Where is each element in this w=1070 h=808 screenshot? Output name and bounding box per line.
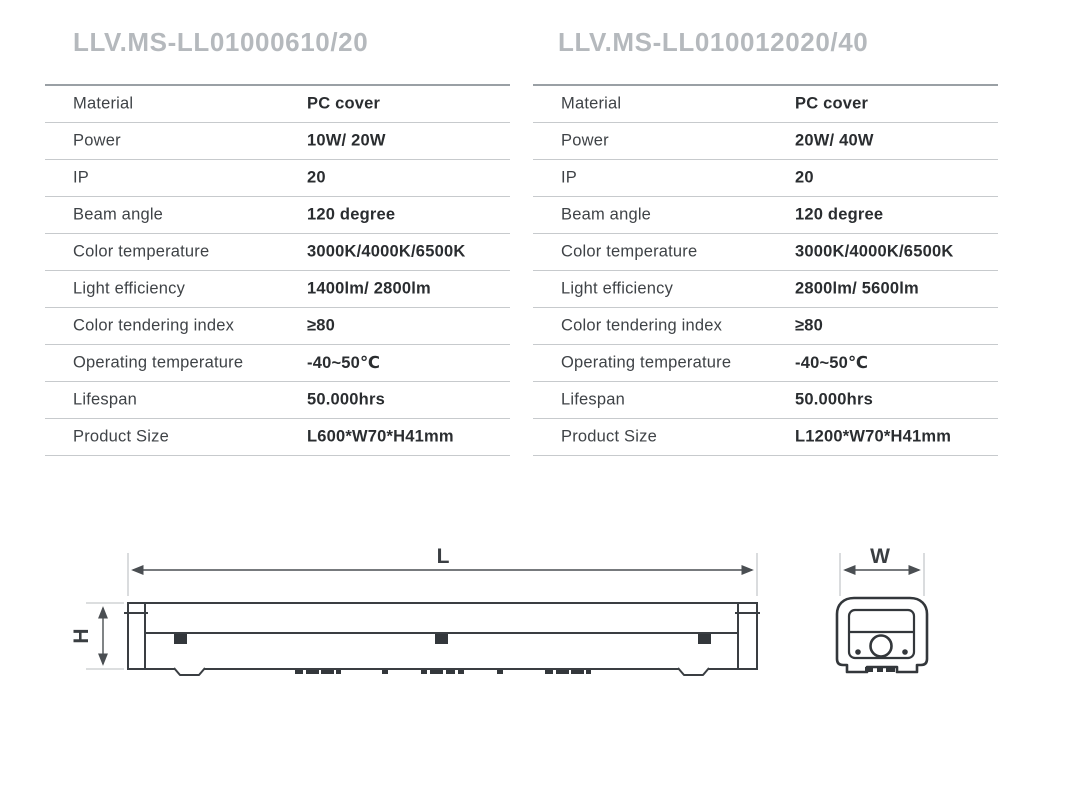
spec-label: Color temperature <box>73 242 210 261</box>
spec-value: 20W/ 40W <box>795 131 874 150</box>
spec-value: 20 <box>795 168 814 187</box>
spec-label: IP <box>73 168 89 187</box>
spec-table-right <box>533 84 998 456</box>
spec-value: 10W/ 20W <box>307 131 386 150</box>
spec-label: Product Size <box>561 427 657 446</box>
fixture-bottom-dashes <box>295 670 591 674</box>
spec-label: Material <box>561 94 622 113</box>
spec-row-ip <box>45 160 510 197</box>
spec-label: Color temperature <box>561 242 698 261</box>
spec-value: PC cover <box>307 94 381 113</box>
spec-row-beam-angle <box>533 197 998 234</box>
spec-table-left <box>45 84 510 456</box>
spec-row-operating-temperature <box>45 345 510 382</box>
spec-label: IP <box>561 168 577 187</box>
spec-label: Color tendering index <box>561 316 723 335</box>
spec-label: Lifespan <box>73 390 137 409</box>
spec-value: 50.000hrs <box>307 390 385 409</box>
spec-label: Operating temperature <box>561 353 732 372</box>
spec-label: Operating temperature <box>73 353 244 372</box>
height-dimension-label: H <box>70 628 93 644</box>
spec-label: Product Size <box>73 427 169 446</box>
spec-row-color-temperature <box>533 234 998 271</box>
spec-row-material <box>45 86 510 123</box>
side-view-drawing <box>70 545 760 675</box>
spec-row-lifespan <box>533 382 998 419</box>
spec-value: L600*W70*H41mm <box>307 427 454 446</box>
spec-row-ip <box>533 160 998 197</box>
spec-value: 1400lm/ 2800lm <box>307 279 431 298</box>
end-cap-outline <box>837 598 927 672</box>
spec-value: 120 degree <box>307 205 396 224</box>
width-dimension <box>840 545 924 596</box>
spec-value: -40~50℃ <box>307 354 381 372</box>
spec-row-cri <box>533 308 998 345</box>
spec-value: ≥80 <box>307 316 336 335</box>
spec-label: Color tendering index <box>73 316 235 335</box>
spec-row-color-temperature <box>45 234 510 271</box>
spec-row-lifespan <box>45 382 510 419</box>
width-dimension-label: W <box>870 545 890 568</box>
height-dimension <box>70 603 124 669</box>
spec-row-beam-angle <box>45 197 510 234</box>
spec-row-power <box>45 123 510 160</box>
spec-label: Power <box>561 131 609 150</box>
end-cap-bottom-slots <box>865 667 895 672</box>
spec-value: 3000K/4000K/6500K <box>795 242 954 261</box>
spec-value: 120 degree <box>795 205 884 224</box>
spec-row-material <box>533 86 998 123</box>
spec-row-product-size <box>533 419 998 456</box>
spec-value: L1200*W70*H41mm <box>795 427 952 446</box>
length-dimension <box>128 545 757 596</box>
screw-dot-right <box>902 649 908 655</box>
spec-value: ≥80 <box>795 316 824 335</box>
dimension-drawing <box>0 530 1070 760</box>
spec-value: 2800lm/ 5600lm <box>795 279 919 298</box>
spec-label: Light efficiency <box>73 279 186 298</box>
spec-row-cri <box>45 308 510 345</box>
spec-row-light-efficiency <box>45 271 510 308</box>
spec-label: Light efficiency <box>561 279 674 298</box>
spec-value: 20 <box>307 168 326 187</box>
spec-value: 3000K/4000K/6500K <box>307 242 466 261</box>
length-dimension-label: L <box>436 545 450 568</box>
spec-value: 50.000hrs <box>795 390 873 409</box>
spec-label: Beam angle <box>73 205 164 224</box>
spec-label: Lifespan <box>561 390 625 409</box>
spec-value: -40~50℃ <box>795 354 869 372</box>
spec-row-product-size <box>45 419 510 456</box>
screw-dot-left <box>855 649 861 655</box>
product-model-title-right: LLV.MS-LL010012020/40 <box>558 27 869 57</box>
spec-row-operating-temperature <box>533 345 998 382</box>
spec-value: PC cover <box>795 94 869 113</box>
spec-label: Power <box>73 131 121 150</box>
cross-section-drawing <box>837 545 927 672</box>
product-model-title-left: LLV.MS-LL01000610/20 <box>73 27 369 57</box>
spec-label: Beam angle <box>561 205 652 224</box>
spec-row-light-efficiency <box>533 271 998 308</box>
spec-row-power <box>533 123 998 160</box>
spec-label: Material <box>73 94 134 113</box>
